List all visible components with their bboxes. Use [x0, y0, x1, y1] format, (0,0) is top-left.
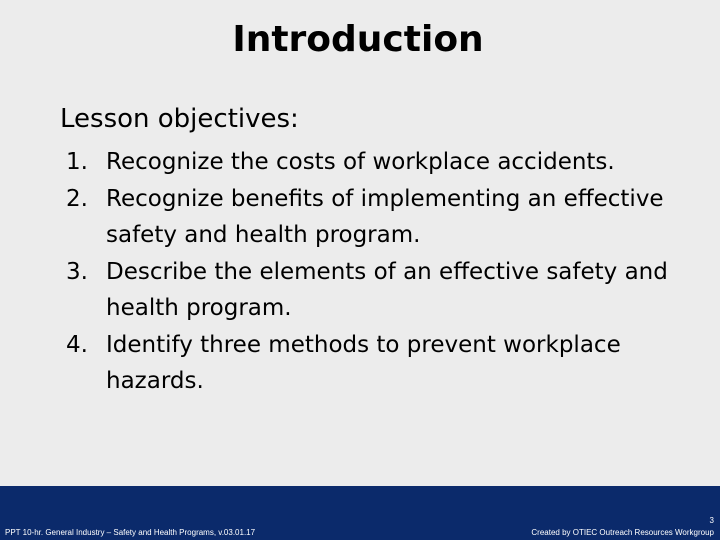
- lesson-objectives-heading: Lesson objectives:: [60, 104, 299, 134]
- slide-content: [60, 96, 680, 400]
- objective-number: 2.: [66, 185, 88, 212]
- objective-item: [66, 144, 680, 181]
- objective-number: 4.: [66, 331, 88, 358]
- slide-title: [0, 14, 720, 66]
- objective-text: Describe the elements of an effective safety and health program.: [106, 258, 668, 321]
- objective-text: Recognize benefits of implementing an effective safety and health program.: [106, 185, 664, 248]
- objective-text: Recognize the costs of workplace accidents.: [106, 149, 615, 175]
- objective-number: 1.: [66, 149, 88, 175]
- objective-item: [66, 254, 680, 327]
- page-number: 3: [709, 516, 714, 525]
- objectives-list: [60, 144, 680, 400]
- footer-credit-label: Created by OTIEC Outreach Resources Workgroup: [531, 528, 714, 537]
- objective-item: [66, 327, 680, 400]
- objective-number: 3.: [66, 258, 88, 285]
- objective-item: [66, 181, 680, 254]
- slide-title-text: Introduction: [232, 19, 484, 60]
- footer-bar: [0, 486, 720, 540]
- objective-text: Identify three methods to prevent workplace hazards.: [106, 331, 621, 394]
- footer-course-label: PPT 10-hr. General Industry – Safety and Health Programs, v.03.01.17: [5, 528, 256, 537]
